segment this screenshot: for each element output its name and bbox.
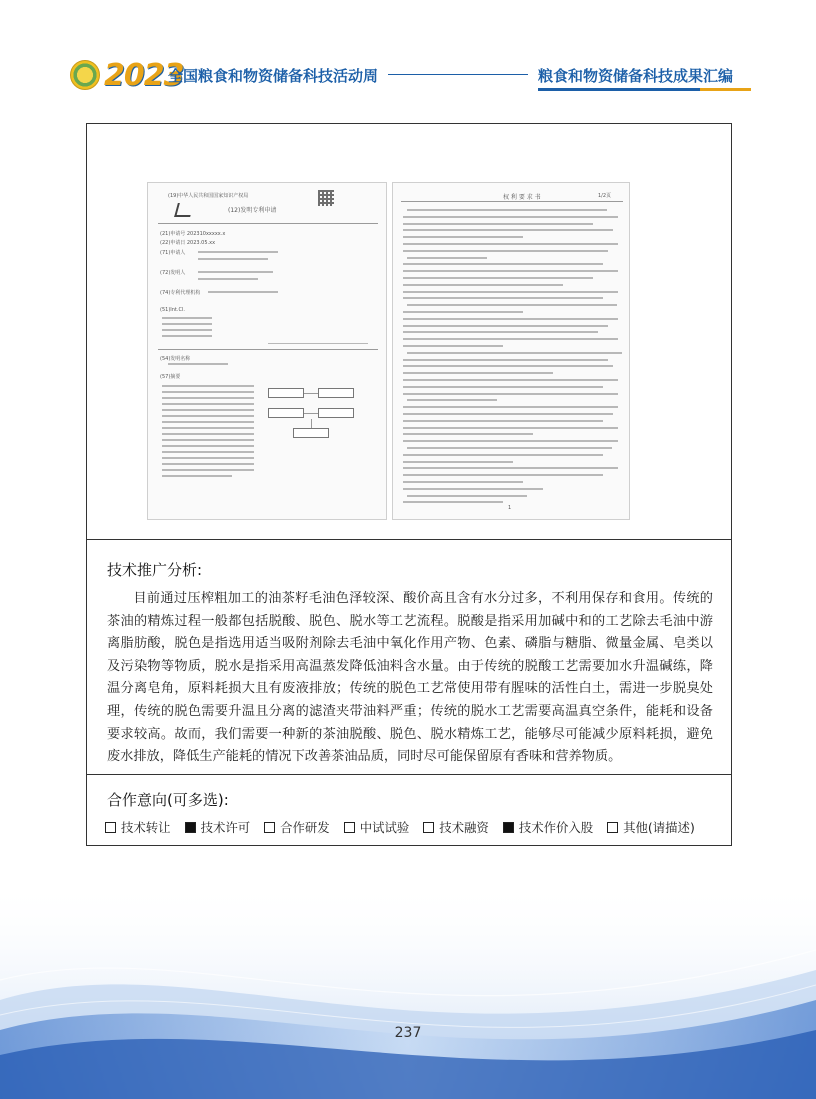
claims-header: 权 利 要 求 书 <box>503 194 541 201</box>
year-mark: 2023 <box>104 58 184 93</box>
claim-text-line <box>407 447 612 449</box>
claim-text-line <box>403 379 618 381</box>
abstract-title-label: (54)发明名称 <box>160 356 191 362</box>
footer-wave-decoration <box>0 880 816 1099</box>
option-joint-rd[interactable]: 合作研发 <box>264 818 330 836</box>
header-divider <box>388 74 528 75</box>
analysis-body: 目前通过压榨粗加工的油茶籽毛油色泽较深、酸价高且含有水分过多，不利用保存和食用。传统的茶油的精炼过程一般都包括脱酸、脱色、脱水等工艺流程。脱酸是指采用加碱中和的工艺除去毛油中游离脂肪酸，脱色是指选用适当吸附剂除去毛油中氧化作用产物、色素、磷脂与糖脂、微量金属、皂类以及污染物等物质，脱水是指采用高温蒸发降低油料含水量。由于传统的脱酸工艺需要加水升温碱练，降温分离皂角，原料耗损大且有废液排放；传统的脱色工艺常使用带有腥味的活性白土，需进一步脱臭处理，传统的脱色需要升温且分离的滤渣夹带油料严重；传统的脱水工艺需要高温真空条件，能耗和设备要求较高。故而，我们需要一种新的茶油脱酸、脱色、脱水精炼工艺，能够尽可能减少原料耗损，避免废水排放，降低生产能耗的情况下改善茶油品质，同时尽可能保留原有香味和营养物质。 <box>107 591 713 765</box>
flow-box <box>318 388 354 398</box>
claim-text-line <box>407 257 487 259</box>
claim-text-line <box>403 297 603 299</box>
claim-text-line <box>403 406 618 408</box>
page-header <box>0 52 816 98</box>
claim-text-line <box>403 365 613 367</box>
checkbox-icon[interactable] <box>423 822 434 833</box>
book-title: 粮食和物资储备科技成果汇编 <box>538 67 734 85</box>
claim-text-line <box>403 427 618 429</box>
claim-text-line <box>403 223 593 225</box>
claim-text-line <box>407 209 607 211</box>
claim-text-line <box>407 495 527 497</box>
patent-claims-page-image <box>392 182 630 520</box>
patent-field-line: (71)申请人 <box>160 250 186 256</box>
claim-text-line <box>403 481 523 483</box>
patent-field-line: (22)申请日 2023.05.xx <box>160 240 216 246</box>
claim-text-line <box>403 386 603 388</box>
abstract-head-label: (57)摘要 <box>160 374 181 380</box>
claim-text-line <box>403 433 533 435</box>
option-tech-equity[interactable]: 技术作价入股 <box>503 818 593 836</box>
patent-scan-area <box>87 124 731 540</box>
claim-text-line <box>403 325 608 327</box>
patent-field-line: (21)申请号 202310xxxxx.x <box>160 231 226 237</box>
claim-text-line <box>403 216 618 218</box>
flow-box <box>268 388 304 398</box>
claim-text-line <box>403 311 523 313</box>
claim-text-line <box>407 304 617 306</box>
claim-text-line <box>407 352 622 354</box>
patent-field-line: (51)Int.Cl. <box>160 307 185 313</box>
option-tech-transfer[interactable]: 技术转让 <box>105 818 171 836</box>
page-number: 237 <box>394 1025 422 1041</box>
claim-text-line <box>403 243 618 245</box>
option-tech-license[interactable]: 技术许可 <box>185 818 251 836</box>
claim-text-line <box>403 440 618 442</box>
patent-field-line: (74)专利代理机构 <box>160 290 201 296</box>
claim-text-line <box>403 372 553 374</box>
claims-page-label: 1/2页 <box>598 193 612 199</box>
patent-field-line: (72)发明人 <box>160 270 186 276</box>
analysis-title: 技术推广分析: <box>107 561 203 579</box>
claim-text-line <box>403 277 593 279</box>
cnipa-logo-icon <box>174 203 194 217</box>
checkbox-icon[interactable] <box>344 822 355 833</box>
option-other[interactable]: 其他(请描述) <box>607 818 695 836</box>
checkbox-icon[interactable] <box>264 822 275 833</box>
claim-text-line <box>403 420 603 422</box>
claim-text-line <box>403 236 523 238</box>
claim-text-line <box>403 501 503 503</box>
claim-text-line <box>403 413 613 415</box>
header-underline-gold <box>700 88 751 91</box>
claim-text-line <box>403 359 608 361</box>
claim-text-line <box>403 318 618 320</box>
claim-text-line <box>403 263 603 265</box>
event-title: 全国粮食和物资储备科技活动周 <box>168 67 379 85</box>
claim-text-line <box>403 338 618 340</box>
claim-text-line <box>403 488 543 490</box>
patent-cover-page-image <box>147 182 387 520</box>
claim-text-line <box>403 270 618 272</box>
flow-box <box>293 428 329 438</box>
claim-text-line <box>403 461 513 463</box>
cooperation-options <box>105 818 695 836</box>
content-frame <box>86 123 732 846</box>
checkbox-icon[interactable] <box>607 822 618 833</box>
flow-box <box>268 408 304 418</box>
option-pilot-test[interactable]: 中试试验 <box>344 818 410 836</box>
barcode-icon <box>318 190 334 206</box>
claims-page-number: 1 <box>508 505 512 511</box>
grain-emblem-logo <box>70 60 100 90</box>
wave-graphic <box>0 880 816 1099</box>
option-tech-financing[interactable]: 技术融资 <box>423 818 489 836</box>
claim-text-line <box>403 454 603 456</box>
claim-text-line <box>403 229 613 231</box>
claim-text-line <box>403 467 618 469</box>
claim-text-line <box>403 331 598 333</box>
claim-text-line <box>403 474 603 476</box>
checkbox-icon[interactable] <box>105 822 116 833</box>
cooperation-title: 合作意向(可多选): <box>107 791 229 809</box>
patent-office-label: (19)中华人民共和国国家知识产权局 <box>168 193 249 199</box>
claim-text-line <box>403 250 608 252</box>
claim-text-line <box>403 291 618 293</box>
cooperation-section <box>87 774 731 845</box>
patent-doc-type: (12)发明专利申请 <box>228 207 277 214</box>
checkbox-icon[interactable] <box>503 822 514 833</box>
checkbox-icon[interactable] <box>185 822 196 833</box>
claim-text-line <box>403 345 503 347</box>
claim-text-line <box>407 399 497 401</box>
claim-text-line <box>403 393 618 395</box>
claim-text-line <box>403 284 563 286</box>
flow-box <box>318 408 354 418</box>
